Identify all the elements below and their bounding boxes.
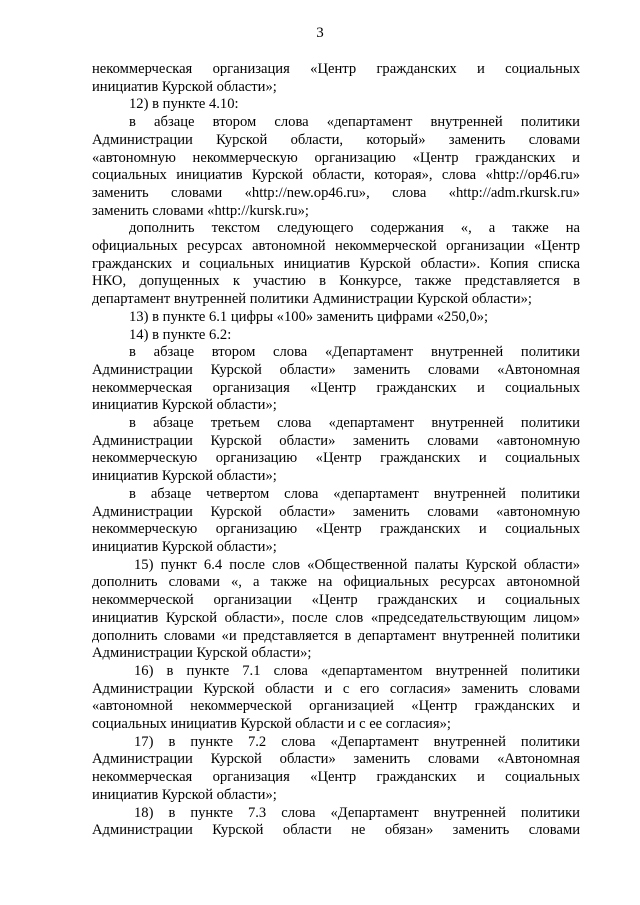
text-line: Администрации Курской области» заменить словами «автономную (92, 503, 580, 520)
text-line: дополнить словами «и представляется в департамент внутренней политики (92, 627, 580, 644)
text-line: официальных ресурсах автономной некоммерческой организации «Центр (92, 238, 580, 255)
paragraph (92, 557, 580, 663)
text-line: Администрации Курской области» заменить словами «автономную (92, 432, 580, 449)
paragraph (92, 486, 580, 557)
page-number: 3 (316, 25, 324, 41)
paragraph (92, 114, 580, 220)
text-line: «автономную некоммерческую организацию «Центр гражданских и (92, 149, 580, 166)
text-line: Администрации Курской области и с его согласия» заменить словами (92, 680, 580, 697)
text-line: 18) в пункте 7.3 слова «Департамент внутренней политики (134, 804, 580, 821)
text-line: в абзаце третьем слова «департамент внутренней политики (129, 415, 580, 432)
paragraph (92, 663, 580, 734)
paragraph (92, 96, 580, 114)
text-line: некоммерческая организация «Центр гражданских и социальных (92, 379, 580, 396)
text-line: инициатив Курской области»; (92, 538, 277, 555)
text-line: в абзаце четвертом слова «департамент внутренней политики (129, 485, 580, 502)
text-line: 16) в пункте 7.1 слова «департаментом внутренней политики (134, 662, 580, 679)
text-line: инициатив Курской области»; (92, 786, 277, 803)
text-line: 13) в пункте 6.1 цифры «100» заменить цифрами «250,0»; (129, 308, 489, 325)
text-line: 15) пункт 6.4 после слов «Общественной палаты Курской области» (134, 556, 580, 573)
text-line: НКО, допущенных к участию в Конкурсе, также представляется в (92, 273, 580, 290)
text-line: Администрации Курской области» заменить словами «Автономная (92, 361, 580, 378)
text-line: дополнить словами «, а также на официальных ресурсах автономной (92, 574, 580, 591)
paragraph (92, 344, 580, 415)
text-line: в абзаце втором слова «департамент внутренней политики (129, 114, 580, 131)
paragraph (92, 327, 580, 345)
text-line: 14) в пункте 6.2: (129, 326, 232, 343)
text-line: социальных инициатив Курской области и с ее согласия»; (92, 716, 451, 733)
text-line: Администрации Курской области не обязан» заменить словами (92, 822, 580, 839)
text-line: инициатив Курской области»; (92, 468, 277, 485)
text-line: гражданских и социальных инициатив Курской области». Копия списка (92, 255, 580, 272)
text-line: заменить словами «http://new.op46.ru», слова «http://adm.rkursk.ru» (92, 184, 580, 201)
text-line: 17) в пункте 7.2 слова «Департамент внутренней политики (134, 733, 580, 750)
text-line: инициатив Курской области»; (92, 78, 277, 95)
paragraph (92, 61, 580, 96)
text-line: Администрации Курской области» заменить словами «Автономная (92, 751, 580, 768)
paragraph (92, 415, 580, 486)
text-line: некоммерческая организация «Центр гражданских и социальных (92, 769, 580, 786)
text-line: Администрации Курской области»; (92, 645, 312, 662)
text-line: дополнить текстом следующего содержания «, а также на (129, 220, 580, 237)
text-line: департамент внутренней политики Администрации Курской области»; (92, 291, 532, 308)
paragraph (92, 805, 580, 840)
text-line: социальных инициатив Курской области, которая», слова «http://op46.ru» (92, 167, 580, 184)
text-line: некоммерческую организацию «Центр гражданских и социальных (92, 450, 580, 467)
text-line: заменить словами «http://kursk.ru»; (92, 202, 309, 219)
text-line: некоммерческую организацию «Центр гражданских и социальных (92, 521, 580, 538)
text-line: некоммерческая организация «Центр гражданских и социальных (92, 61, 580, 77)
text-line: в абзаце втором слова «Департамент внутренней политики (129, 344, 580, 361)
paragraph (92, 220, 580, 309)
text-line: инициатив Курской области», после слов «председательствующим лицом» (92, 609, 580, 626)
text-line: некоммерческой организации «Центр гражданских и социальных (92, 592, 580, 609)
paragraph (92, 734, 580, 805)
text-line: «автономной некоммерческой организацией «Центр гражданских и (92, 698, 580, 715)
text-line: Администрации Курской области, который» заменить словами (92, 131, 580, 148)
paragraph (92, 309, 580, 327)
text-line: 12) в пункте 4.10: (129, 96, 239, 113)
document-body (92, 61, 580, 840)
text-line: инициатив Курской области»; (92, 397, 277, 414)
